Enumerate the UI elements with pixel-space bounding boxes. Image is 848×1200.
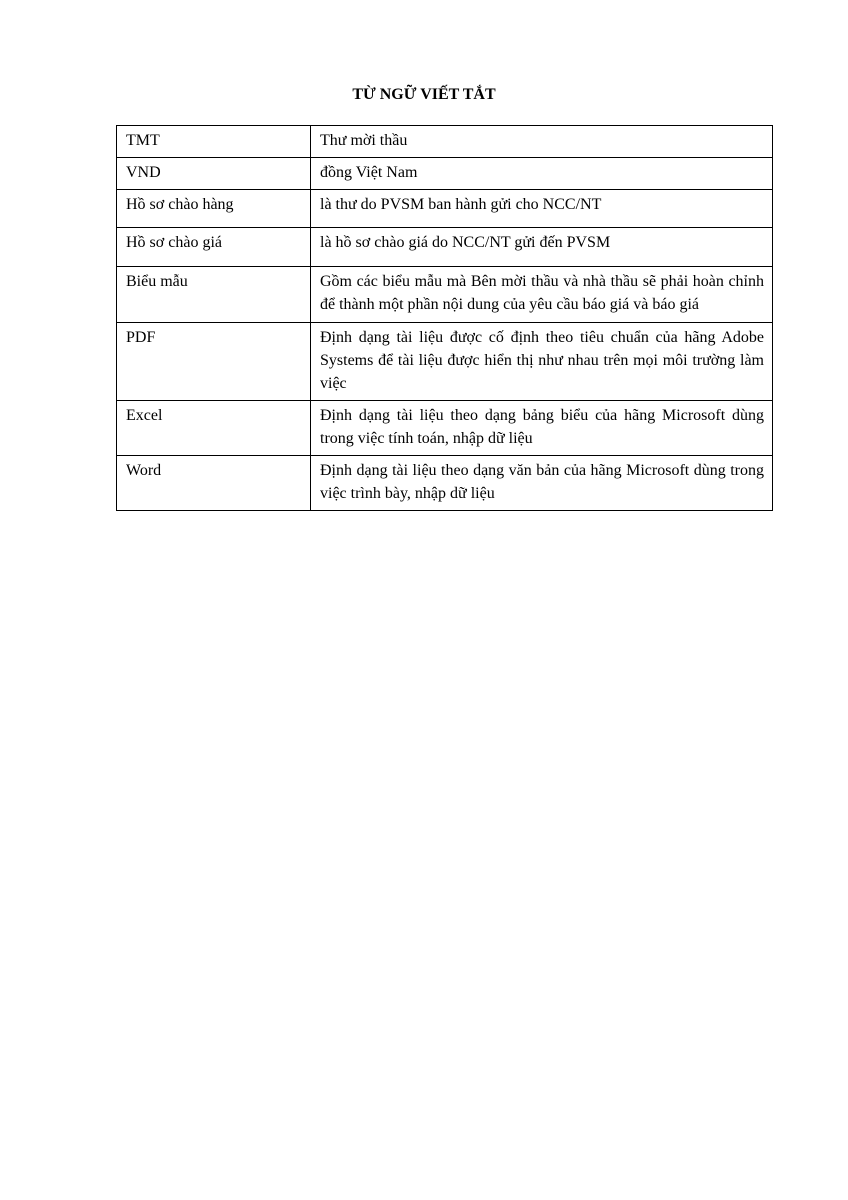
- abbreviation-term: PDF: [117, 323, 311, 401]
- table-row: [117, 228, 773, 267]
- abbreviations-table-body: [117, 126, 773, 511]
- table-row: [117, 401, 773, 456]
- table-row: [117, 267, 773, 323]
- abbreviation-definition: Thư mời thầu: [311, 126, 773, 158]
- abbreviation-definition: Định dạng tài liệu theo dạng văn bản của hãng Microsoft dùng trong việc trình bày, nhập dữ liệu: [311, 456, 773, 511]
- abbreviation-definition: Định dạng tài liệu được cố định theo tiêu chuẩn của hãng Adobe Systems để tài liệu được hiển thị như nhau trên mọi môi trường làm việc: [311, 323, 773, 401]
- abbreviation-definition: Định dạng tài liệu theo dạng bảng biểu của hãng Microsoft dùng trong việc tính toán, nhập dữ liệu: [311, 401, 773, 456]
- table-row: [117, 456, 773, 511]
- abbreviation-term: Hồ sơ chào giá: [117, 228, 311, 267]
- table-row: [117, 190, 773, 228]
- abbreviation-definition: là thư do PVSM ban hành gửi cho NCC/NT: [311, 190, 773, 228]
- abbreviation-term: Biểu mẫu: [117, 267, 311, 323]
- abbreviations-table: [116, 125, 773, 511]
- abbreviation-term: Excel: [117, 401, 311, 456]
- abbreviation-term: VND: [117, 158, 311, 190]
- table-row: [117, 323, 773, 401]
- abbreviation-definition: là hồ sơ chào giá do NCC/NT gửi đến PVSM: [311, 228, 773, 267]
- page-title: TỪ NGỮ VIẾT TẮT: [352, 86, 496, 103]
- abbreviation-term: TMT: [117, 126, 311, 158]
- abbreviation-definition: đồng Việt Nam: [311, 158, 773, 190]
- abbreviation-term: Word: [117, 456, 311, 511]
- abbreviation-term: Hồ sơ chào hàng: [117, 190, 311, 228]
- table-row: [117, 126, 773, 158]
- abbreviation-definition: Gồm các biểu mẫu mà Bên mời thầu và nhà thầu sẽ phải hoàn chỉnh để thành một phần nội dung của yêu cầu báo giá và báo giá: [311, 267, 773, 323]
- table-row: [117, 158, 773, 190]
